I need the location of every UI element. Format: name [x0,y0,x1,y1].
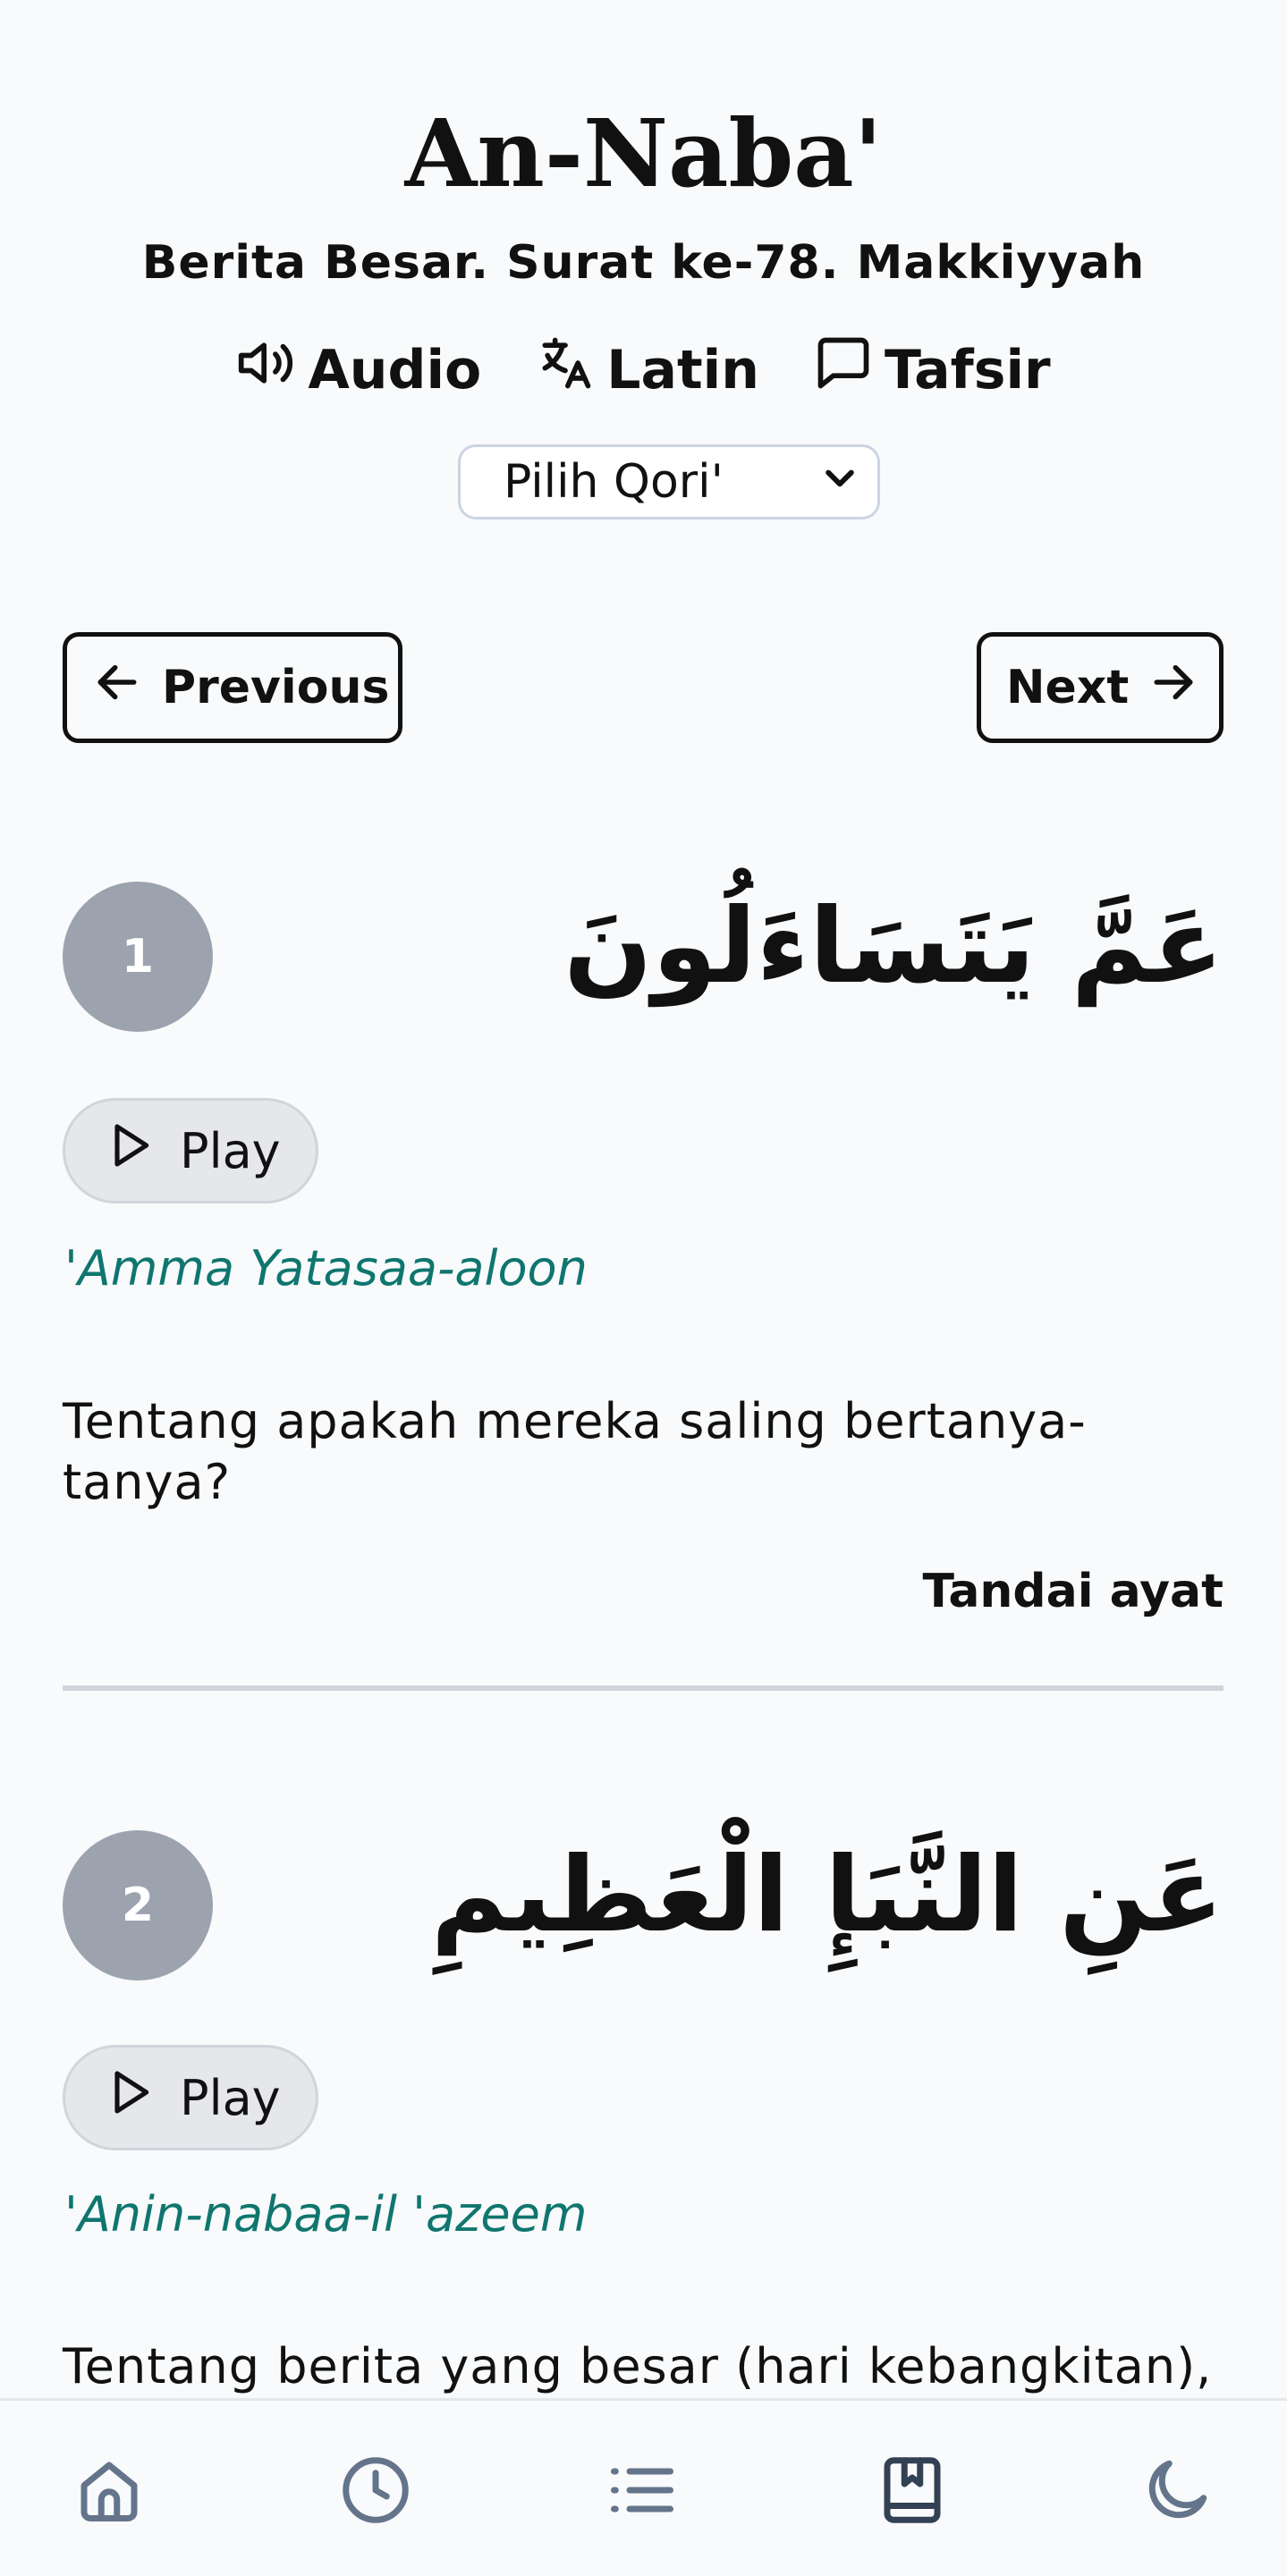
ayah-number-badge: 1 [63,882,213,1032]
ayah-item [63,882,1223,1651]
play-button[interactable] [63,1098,318,1204]
speaker-icon [236,333,297,408]
comment-icon [813,333,874,408]
clock-icon[interactable] [338,2453,413,2528]
home-icon[interactable] [72,2453,147,2528]
arrow-left-icon [92,657,142,719]
play-icon [105,2067,155,2129]
play-icon [105,1120,155,1182]
ayah-item [63,1830,1223,2394]
latin-label: Latin [606,339,759,401]
arrow-right-icon [1148,657,1198,719]
ayah-translation: Tentang berita yang besar (hari kebangkitan), [63,2338,1213,2394]
previous-label: Previous [162,661,390,714]
chevron-down-icon [820,455,859,509]
audio-label: Audio [308,339,482,401]
ayah-number-badge: 2 [63,1830,213,1981]
play-label: Play [180,2069,281,2126]
tafsir-label: Tafsir [884,339,1051,401]
bookmark-ayah-link[interactable]: Tandai ayat [922,1565,1223,1618]
next-button[interactable] [977,632,1223,743]
latin-toggle[interactable] [535,333,759,408]
play-button[interactable] [63,2045,318,2150]
moon-icon[interactable] [1139,2453,1215,2528]
ayah-translation: Tentang apakah mereka saling bertanya-tanya? [63,1393,1087,1510]
toolbar [0,333,1287,408]
bookmark-book-icon[interactable] [875,2453,950,2528]
ayah-arabic-text: عَمَّ يَتَسَاءَلُونَ [563,886,1223,1007]
qori-select-value: Pilih Qori' [504,455,724,509]
ayah-divider [63,1685,1223,1691]
ayah-latin: 'Amma Yatasaa-aloon [64,1240,588,1296]
surah-subtitle: Berita Besar. Surat ke-78. Makkiyyah [141,236,1146,290]
qori-select[interactable] [458,444,880,519]
play-label: Play [180,1122,281,1179]
audio-toggle[interactable] [236,333,481,408]
previous-button[interactable] [63,632,402,743]
surah-title: An-Naba' [404,98,883,208]
bottom-nav [0,2398,1287,2576]
ayah-arabic-text: عَنِ النَّبَإِ الْعَظِيمِ [430,1835,1223,1955]
ayah-latin: 'Anin-nabaa-il 'azeem [64,2186,588,2242]
list-icon[interactable] [605,2453,680,2528]
translate-icon [535,333,596,408]
tafsir-toggle[interactable] [813,333,1051,408]
next-label: Next [1006,661,1130,714]
